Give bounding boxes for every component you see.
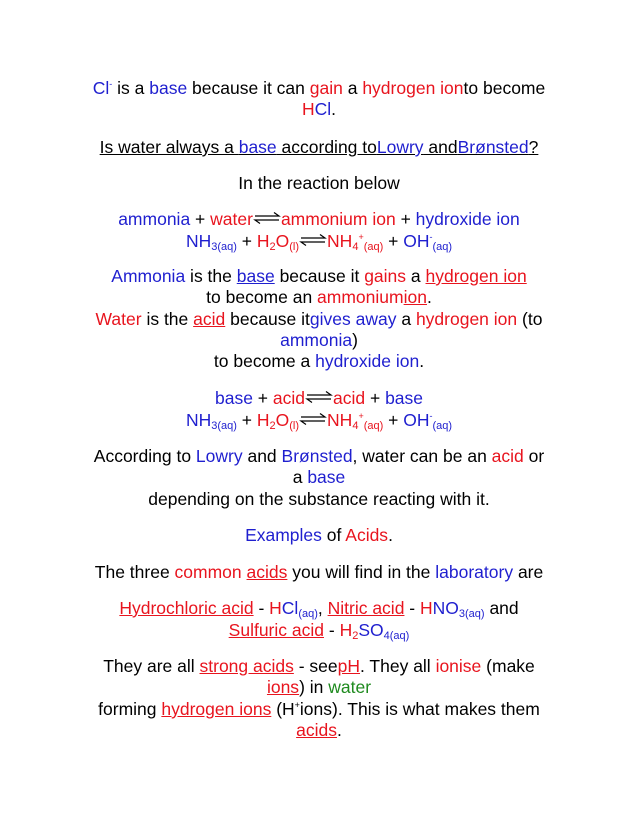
water-acid-line3	[0, 351, 638, 372]
equilibrium-arrow-icon	[299, 413, 327, 425]
base-link[interactable]: base	[238, 137, 277, 157]
text: .	[426, 287, 432, 307]
text: ) in	[299, 677, 329, 697]
ammonia-term: Ammonia	[111, 266, 186, 286]
base-word: base	[214, 388, 253, 408]
hydrogen-ion-term: hydrogen ion	[362, 78, 464, 98]
base-term: base	[307, 467, 346, 487]
common-acids-sentence	[0, 562, 638, 583]
plus: +	[252, 388, 273, 408]
formula-equation-1	[0, 231, 638, 252]
ammonium-ion-word: ammonium ion	[280, 209, 396, 229]
acid-word: acid	[333, 388, 366, 408]
text: )	[352, 330, 358, 350]
h-charge: +	[294, 700, 300, 710]
acid-list-line1	[0, 598, 638, 619]
text: According to	[93, 446, 196, 466]
equilibrium-arrow-icon	[305, 391, 333, 403]
text: Is water always a	[99, 137, 239, 157]
text: a	[406, 266, 426, 286]
cl-formula: Cl	[92, 78, 110, 98]
strong-acids-line1	[0, 656, 638, 677]
strong-acids-line3	[0, 699, 638, 720]
hydrochloric-acid-link[interactable]: Hydrochloric acid	[119, 598, 254, 618]
h2so4-h: H	[339, 620, 353, 640]
ph-link[interactable]: pH	[337, 656, 361, 676]
text: (H	[271, 699, 295, 719]
water-acid-line1	[0, 309, 638, 330]
text: (make	[481, 656, 535, 676]
ion-link[interactable]: ion	[403, 287, 427, 307]
oh-formula: $OH^-_{(aq)}$	[403, 410, 453, 432]
word-equation	[0, 209, 638, 230]
acid-list-line2	[0, 620, 638, 641]
text: forming	[98, 699, 162, 719]
hydrogen-ion-term: hydrogen ion	[415, 309, 518, 329]
role-equation	[0, 388, 638, 409]
acid-term: acid	[491, 446, 524, 466]
plus: +	[383, 410, 404, 430]
text: because it	[274, 266, 365, 286]
text: are	[513, 562, 544, 582]
hno3-no: NO	[432, 598, 459, 618]
strong-acids-line4	[0, 720, 638, 741]
text: or	[523, 446, 545, 466]
conclusion-line2	[0, 467, 638, 488]
cl-charge: -	[109, 79, 113, 89]
text: because it can	[187, 78, 310, 98]
text: according to	[276, 137, 377, 157]
text: and	[423, 137, 458, 157]
acids-term: Acids	[345, 525, 389, 545]
reaction-intro: In the reaction below	[238, 173, 400, 193]
text: .	[336, 720, 342, 740]
equilibrium-arrow-icon	[299, 234, 327, 246]
plus: +	[383, 231, 404, 251]
hcl-cl: Cl	[281, 598, 299, 618]
text: and	[242, 446, 282, 466]
question-heading	[0, 137, 638, 158]
bronsted-term: Brønsted	[281, 446, 353, 466]
ammonia-term: ammonia	[280, 330, 353, 350]
h2so4-sub: 2	[352, 630, 359, 642]
acids-link[interactable]: acids	[246, 562, 288, 582]
text: a	[396, 309, 416, 329]
gains-term: gains	[364, 266, 407, 286]
text: -	[253, 598, 270, 618]
hcl-h: H	[301, 99, 315, 119]
acid-word: acid	[272, 388, 305, 408]
h2so4-state: 4(aq)	[383, 630, 410, 642]
text: - see	[293, 656, 338, 676]
text: ,	[317, 598, 328, 618]
text: -	[404, 598, 420, 618]
hcl-h: H	[269, 598, 282, 618]
h2so4-so: SO	[358, 620, 384, 640]
nh4-formula: $NH_4^+_{(aq)}$	[327, 410, 384, 432]
hydrogen-ions-link[interactable]: hydrogen ions	[161, 699, 272, 719]
water-term: water	[328, 677, 372, 697]
text: -	[324, 620, 340, 640]
text: . They all	[360, 656, 436, 676]
laboratory-term: laboratory	[435, 562, 514, 582]
text: The three	[94, 562, 175, 582]
plus: +	[236, 231, 257, 251]
hcl-state: (aq)	[298, 608, 318, 620]
text: (to	[517, 309, 543, 329]
examples-term: Examples	[245, 525, 322, 545]
text: is the	[141, 309, 194, 329]
lowry-link[interactable]: Lowry	[376, 137, 424, 157]
ammonia-base-line1	[0, 266, 638, 287]
text: .	[331, 99, 337, 119]
plus: +	[236, 410, 257, 430]
text: to become	[463, 78, 546, 98]
hno3-h: H	[420, 598, 433, 618]
plus: +	[190, 209, 211, 229]
hno3-state: 3(aq)	[458, 608, 485, 620]
water-word: water	[210, 209, 253, 229]
strong-acids-line2	[0, 677, 638, 698]
hydroxide-ion-word: hydroxide ion	[415, 209, 520, 229]
conclusion-line3: depending on the substance reacting with it.	[148, 489, 490, 509]
nh4-formula: $NH_4^+_{(aq)}$	[327, 231, 384, 253]
equilibrium-arrow-icon	[253, 212, 281, 224]
cl-base-sentence-line2	[0, 99, 638, 120]
text: , water can be an	[352, 446, 492, 466]
lowry-term: Lowry	[195, 446, 243, 466]
text: ions	[299, 699, 333, 719]
bronsted-link[interactable]: Brønsted	[457, 137, 529, 157]
text: a	[342, 78, 363, 98]
base-word: base	[385, 388, 424, 408]
text: .	[388, 525, 393, 545]
oh-formula: $OH^-_{(aq)}$	[403, 231, 453, 253]
water-acid-line2	[0, 330, 638, 351]
formula-equation-2	[0, 410, 638, 431]
strong-acids-link[interactable]: strong acids	[199, 656, 294, 676]
acid-link[interactable]: acid	[193, 309, 226, 329]
text: to become a	[213, 351, 316, 371]
text: you will find in the	[287, 562, 436, 582]
hydrogen-ion-link[interactable]: hydrogen ion	[425, 266, 527, 286]
gain-term: gain	[309, 78, 343, 98]
text: .	[419, 351, 425, 371]
gives-away-term: gives away	[309, 309, 397, 329]
h2o-formula: $H_2O_{(l)}$	[256, 231, 300, 253]
nh3-formula: $NH_{3(aq)}$	[185, 231, 237, 253]
plus: +	[395, 209, 416, 229]
sulfuric-acid-link[interactable]: Sulfuric acid	[228, 620, 324, 640]
ammonia-base-line2	[0, 287, 638, 308]
text: ?	[528, 137, 539, 157]
base-term: base	[149, 78, 188, 98]
hydroxide-ion-term: hydroxide ion	[315, 351, 420, 371]
text: a	[292, 467, 308, 487]
acids-link[interactable]: acids	[296, 720, 337, 740]
text: to become an	[206, 287, 318, 307]
text: ). This is what makes them	[332, 699, 540, 719]
base-link[interactable]: base	[236, 266, 275, 286]
cl-base-sentence-line1	[0, 78, 638, 99]
ammonia-word: ammonia	[118, 209, 191, 229]
text: is a	[112, 78, 150, 98]
ammonium-term: ammonium	[317, 287, 404, 307]
ions-link[interactable]: ions	[266, 677, 300, 697]
common-term: common	[174, 562, 242, 582]
nh3-formula: $NH_{3(aq)}$	[185, 410, 237, 432]
conclusion-line1	[0, 446, 638, 467]
ionise-term: ionise	[435, 656, 482, 676]
hcl-cl: Cl	[314, 99, 332, 119]
plus: +	[365, 388, 386, 408]
h2o-formula: $H_2O_{(l)}$	[256, 410, 300, 432]
examples-heading	[0, 525, 638, 546]
water-term: Water	[95, 309, 142, 329]
text: of	[321, 525, 346, 545]
nitric-acid-link[interactable]: Nitric acid	[327, 598, 405, 618]
text: They are all	[103, 656, 200, 676]
text: is the	[185, 266, 237, 286]
text: and	[484, 598, 519, 618]
text: because it	[225, 309, 310, 329]
